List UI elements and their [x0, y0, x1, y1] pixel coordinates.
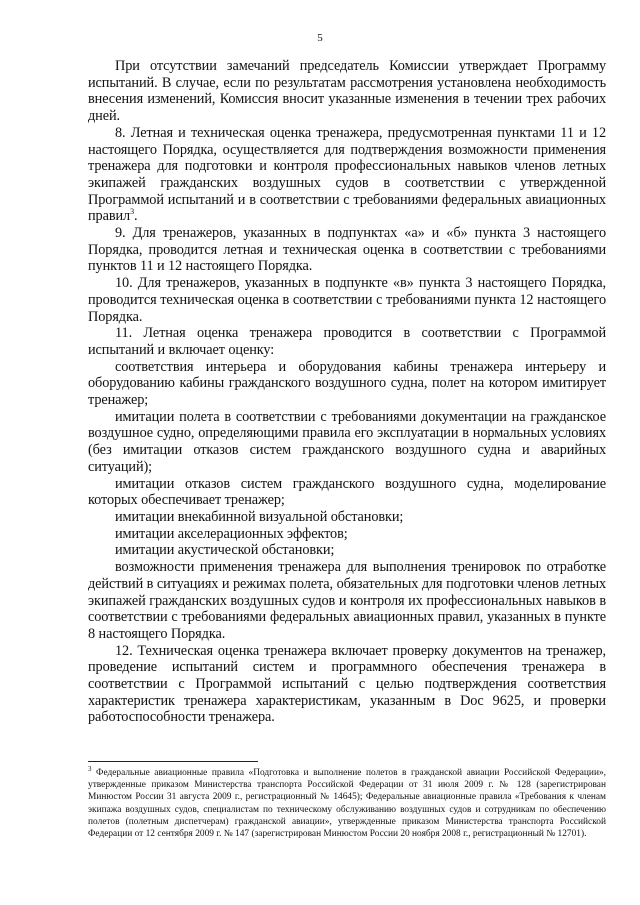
- paragraph-8: [88, 125, 606, 225]
- paragraph-intro: При отсутствии замечаний председатель Комиссии утверждает Программу испытаний. В случае, если по результатам рассмотрения установлена необходимость внесения изменений, Комиссия вносит указанные изменения в течении трех рабочих дней.: [88, 58, 606, 125]
- footnote: [88, 764, 606, 840]
- paragraph-11-item: имитации акустической обстановки;: [115, 542, 335, 559]
- footnote-marker: 3: [88, 764, 92, 773]
- paragraph-11: 11. Летная оценка тренажера проводится в соответствии с Программой испытаний и включает оценку:: [88, 325, 606, 358]
- footnote-text: Федеральные авиационные правила «Подготовка и выполнение полетов в гражданской авиации Российской Федерации», утвержденные приказом Министерства транспорта Российской Федерации от 31 июля 2009 г. № 128 (зарегистрирован Минюстом России 31 августа 2009 г., регистрационный № 14645); Федеральные авиационные правила «Требования к членам экипажа воздушных судов, специалистам по техническому обслуживанию воздушных судов и сотрудникам по обеспечению полетов (полетным диспетчерам) гражданской авиации», утвержденные приказом Министерства транспорта Российской Федерации от 12 сентября 2009 г. № 147 (зарегистрирован Минюстом России 20 ноября 2008 г., регистрационный № 12701).: [88, 768, 606, 840]
- paragraph-11-item: возможности применения тренажера для выполнения тренировок по отработке действий в ситуациях и режимах полета, обязательных для подготовки членов летных экипажей гражданских воздушных судов и контроля их профессиональных навыков в соответствии с требованиями федеральных авиационных правил, указанных в пункте 8 настоящего Порядка.: [88, 559, 606, 642]
- footnote-divider: [88, 761, 258, 762]
- paragraph-8-tail: .: [134, 208, 138, 225]
- footnote-paragraph: [88, 764, 606, 840]
- page-number: 5: [317, 32, 323, 44]
- paragraph-8-text: 8. Летная и техническая оценка тренажера, предусмотренная пунктами 11 и 12 настоящего Порядка, осуществляется для подтверждения возможности применения тренажера для подготовки и контроля профессиональных навыков членов летных экипажей гражданских воздушных судов в соответствии с утвержденной Программой испытаний и в соответствии с требованиями федеральных авиационных правил: [88, 124, 606, 225]
- paragraph-9: 9. Для тренажеров, указанных в подпунктах «а» и «б» пункта 3 настоящего Порядка, проводится летная и техническая оценка в соответствии с требованиями пунктов 11 и 12 настоящего Порядка.: [88, 225, 606, 275]
- paragraph-12: 12. Техническая оценка тренажера включает проверку документов на тренажер, проведение испытаний систем и программного обеспечения тренажера в соответствии с Программой испытаний с целью подтверждения соответствия характеристик тренажера характеристикам, указанным в Doc 9625, и проверки работоспособности тренажера.: [88, 642, 606, 726]
- paragraph-11-item: имитации внекабинной визуальной обстановки;: [115, 508, 404, 525]
- paragraph-11-item: имитации акселерационных эффектов;: [115, 525, 348, 542]
- paragraph-10: 10. Для тренажеров, указанных в подпункте «в» пункта 3 настоящего Порядка, проводится техническая оценка в соответствии с требованиями пункта 12 настоящего Порядка.: [88, 275, 606, 325]
- paragraph-11-item: имитации отказов систем гражданского воздушного судна, моделирование которых обеспечивает тренажер;: [88, 475, 606, 509]
- footnote-reference[interactable]: 3: [130, 207, 134, 217]
- body-text: [88, 58, 606, 726]
- paragraph-11-item: имитации полета в соответствии с требованиями документации на гражданское воздушное судно, определяющими правила его эксплуатации в нормальных условиях (без имитации отказов систем гражданского воздушного судна и аварийных ситуаций);: [88, 408, 606, 475]
- paragraph-11-item: соответствия интерьера и оборудования кабины тренажера интерьеру и оборудованию кабины гражданского воздушного судна, полет на котором имитирует тренажер;: [88, 358, 606, 409]
